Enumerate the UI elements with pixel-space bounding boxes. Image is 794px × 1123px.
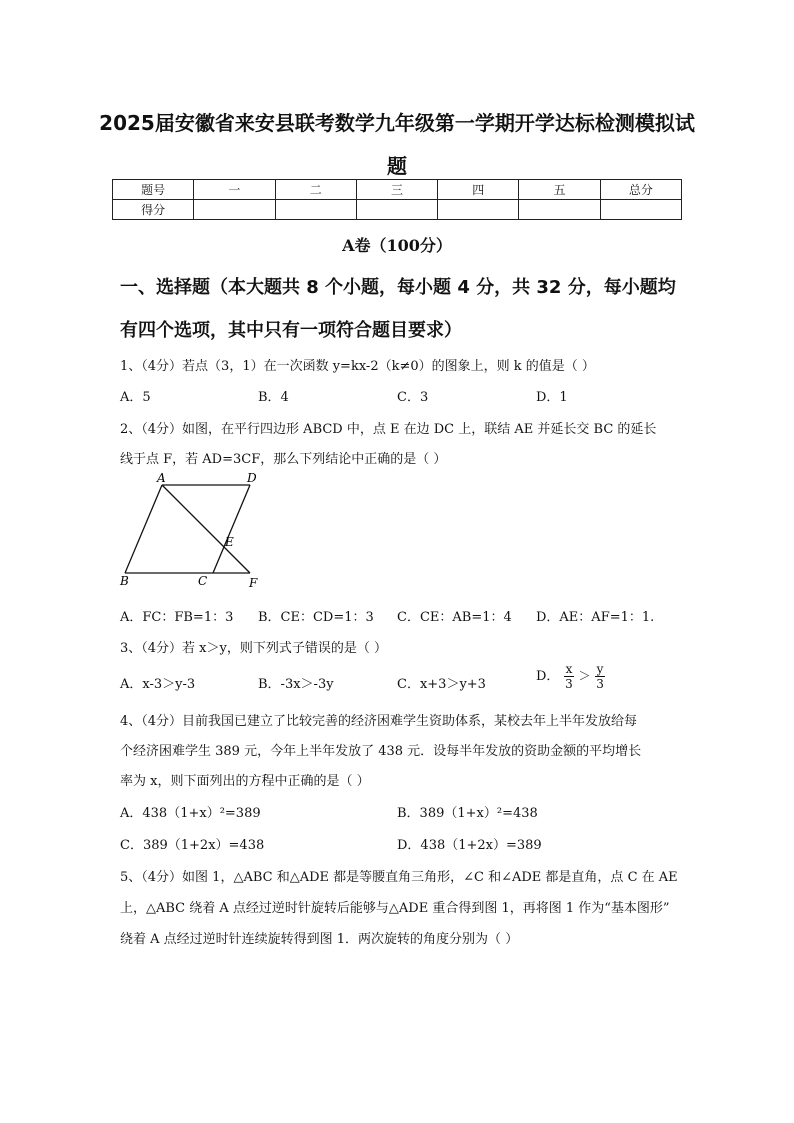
question-3-stem: 3、（4分）若 x＞y，则下列式子错误的是（ ） — [120, 641, 387, 656]
fraction-numerator: y — [596, 662, 604, 676]
exam-title-line1: 2025届安徽省来安县联考数学九年级第一学期开学达标检测模拟试 — [99, 111, 695, 135]
parallelogram-figure — [112, 472, 272, 592]
greater-than-sign: ＞ — [578, 669, 591, 683]
score-input-cell[interactable] — [356, 200, 437, 220]
fraction-x-over-3 — [564, 662, 575, 691]
question-5-line1: 5、（4分）如图 1，△ABC 和△ADE 都是等腰直角三角形，∠C 和∠ADE 都是直角，点 C 在 AE — [120, 870, 678, 885]
question-1-stem: 1、（4分）若点（3，1）在一次函数 y=kx-2（k≠0）的图象上，则 k 的值是（ ） — [120, 359, 595, 374]
question-2-line2: 线于点 F，若 AD=3CF，那么下列结论中正确的是（ ） — [120, 452, 447, 467]
label-b: B — [120, 574, 129, 588]
q1-option-a[interactable]: A．5 — [120, 390, 151, 405]
score-cell: 四 — [438, 180, 519, 200]
score-input-cell[interactable] — [275, 200, 356, 220]
q4-option-a[interactable]: A．438（1+x）²=389 — [120, 806, 261, 821]
q4-option-d[interactable]: D．438（1+2x）=389 — [397, 838, 542, 853]
q2-option-d[interactable]: D．AE：AF=1：1. — [536, 610, 655, 625]
score-table-header-row — [113, 180, 682, 200]
fraction-denominator: 3 — [596, 677, 604, 691]
score-cell: 三 — [356, 180, 437, 200]
segment-dc — [213, 485, 250, 573]
question-4-line1: 4、（4分）目前我国已建立了比较完善的经济困难学生资助体系，某校去年上半年发放给每 — [120, 714, 638, 729]
q2-option-c[interactable]: C．CE：AB=1：4 — [397, 610, 512, 625]
q2-option-a[interactable]: A．FC：FB=1：3 — [120, 610, 234, 625]
score-cell: 五 — [519, 180, 600, 200]
score-table-score-row — [113, 200, 682, 220]
question-2-line1: 2、（4分）如图，在平行四边形 ABCD 中，点 E 在边 DC 上，联结 AE 并延长交 BC 的延长 — [120, 422, 657, 437]
label-f: F — [249, 576, 258, 590]
section-heading-line2: 有四个选项，其中只有一项符合题目要求） — [120, 320, 462, 341]
q3-option-c[interactable]: C．x+3＞y+3 — [397, 677, 486, 692]
score-input-cell[interactable] — [519, 200, 600, 220]
question-4-line3: 率为 x，则下面列出的方程中正确的是（ ） — [120, 774, 370, 789]
q1-option-c[interactable]: C．3 — [397, 390, 429, 405]
q2-option-b[interactable]: B．CE：CD=1：3 — [258, 610, 374, 625]
label-e: E — [225, 535, 234, 549]
q3-option-b[interactable]: B．-3x＞-3y — [258, 677, 334, 692]
exam-title-line2: 题 — [387, 154, 407, 178]
question-5-line3: 绕着 A 点经过逆时针连续旋转得到图 1．两次旋转的角度分别为（ ） — [120, 932, 519, 947]
score-table — [112, 179, 682, 220]
score-input-cell[interactable] — [600, 200, 681, 220]
label-a: A — [157, 472, 166, 485]
label-d: D — [247, 472, 257, 485]
q1-option-b[interactable]: B．4 — [258, 390, 289, 405]
score-input-cell[interactable] — [438, 200, 519, 220]
fraction-denominator: 3 — [565, 677, 573, 691]
score-input-cell[interactable] — [194, 200, 275, 220]
label-c: C — [198, 574, 208, 588]
segment-ab — [125, 485, 162, 573]
q3-option-a[interactable]: A．x-3＞y-3 — [120, 677, 196, 692]
segment-af — [162, 485, 250, 573]
score-cell: 总分 — [600, 180, 681, 200]
score-cell: 得分 — [113, 200, 194, 220]
q4-option-b[interactable]: B．389（1+x）²=438 — [397, 806, 538, 821]
volume-heading: A卷（100分） — [342, 236, 452, 255]
q3-option-d-label: D． — [536, 669, 560, 684]
question-5-line2: 上，△ABC 绕着 A 点经过逆时针旋转后能够与△ADE 重合得到图 1，再将图 1 作为“基本图形” — [120, 901, 670, 916]
score-cell: 一 — [194, 180, 275, 200]
section-heading-line1: 一、选择题（本大题共 8 个小题，每小题 4 分，共 32 分，每小题均 — [120, 277, 676, 298]
score-cell: 二 — [275, 180, 356, 200]
q3-option-d[interactable] — [536, 662, 605, 691]
question-4-line2: 个经济困难学生 389 元，今年上半年发放了 438 元．设每半年发放的资助金额的平均增长 — [120, 744, 642, 759]
fraction-y-over-3 — [595, 662, 606, 691]
score-cell: 题号 — [113, 180, 194, 200]
q1-option-d[interactable]: D．1 — [536, 390, 568, 405]
fraction-numerator: x — [565, 662, 573, 676]
q4-option-c[interactable]: C．389（1+2x）=438 — [120, 838, 265, 853]
